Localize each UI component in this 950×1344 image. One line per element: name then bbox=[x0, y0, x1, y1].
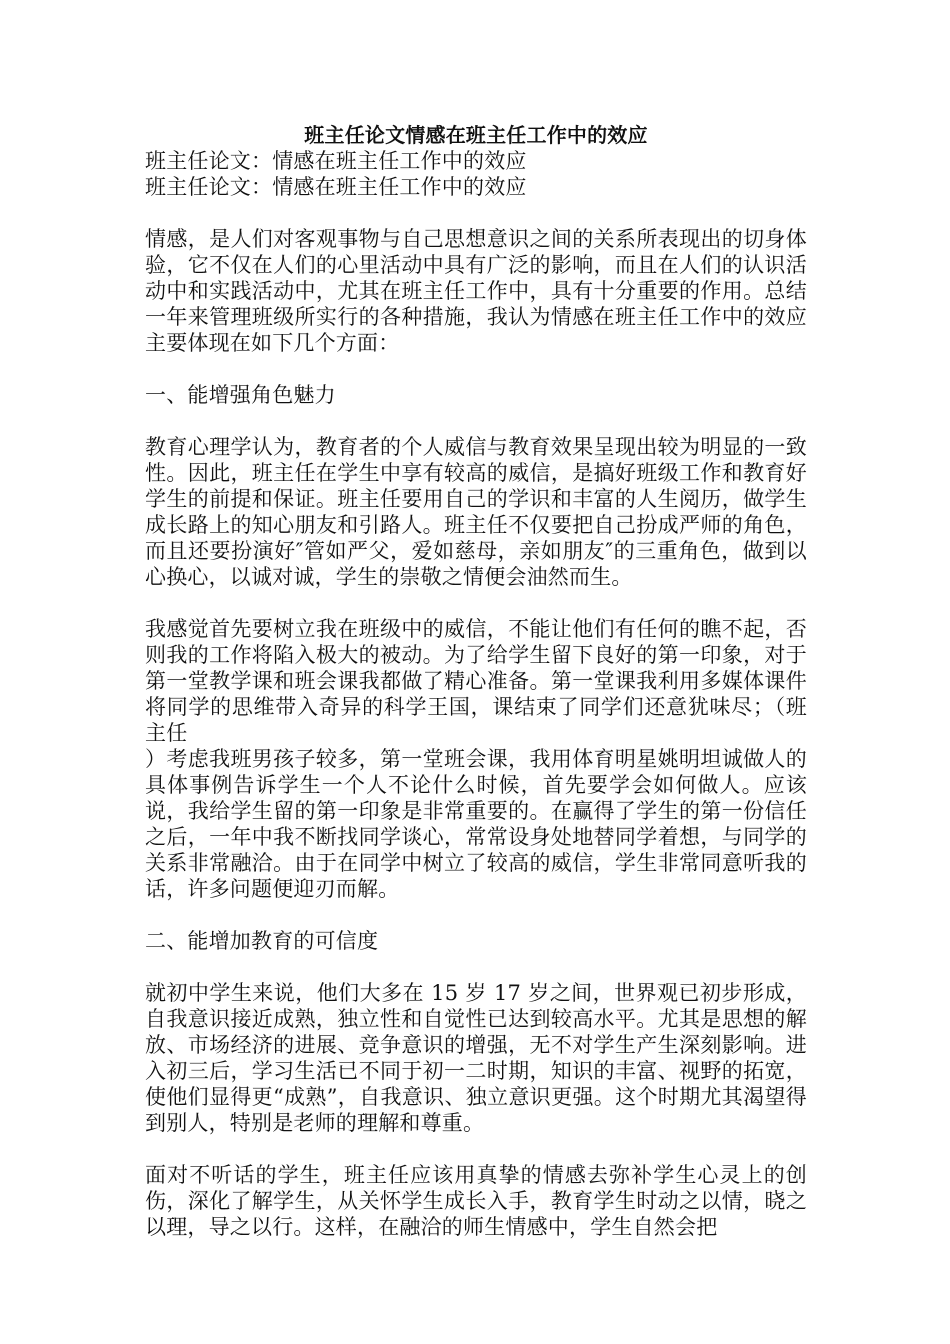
section2-paragraph-1: 就初中学生来说，他们大多在 15 岁 17 岁之间，世界观已初步形成，自我意识接近成熟，独立性和自觉性已达到较高水平。尤其是思想的解放、市场经济的进展、竞争意识的增强，无不对学生产生深刻影响。进入初三后，学习生活已不同于初一二时期，知识的丰富、视野的拓宽，使他们显得更“成熟”，自我意识、独立意识更强。这个时期尤其渴望得到别人，特别是老师的理解和尊重。 bbox=[145, 981, 807, 1135]
spacer bbox=[145, 408, 807, 434]
spacer bbox=[145, 356, 807, 382]
spacer bbox=[145, 902, 807, 928]
spacer bbox=[145, 1136, 807, 1162]
spacer bbox=[145, 200, 807, 226]
document-subtitle-1: 班主任论文：情感在班主任工作中的效应 bbox=[145, 149, 527, 173]
document-body bbox=[145, 122, 807, 1240]
section1-paragraph-1: 教育心理学认为，教育者的个人威信与教育效果呈现出较为明显的一致性。因此，班主任在学生中享有较高的威信，是搞好班级工作和教育好学生的前提和保证。班主任要用自己的学识和丰富的人生阅历，做学生成长路上的知心朋友和引路人。班主任不仅要把自己扮成严师的角色，而且还要扮演好″管如严父，爱如慈母，亲如朋友″的三重角色，做到以心换心，以诚对诚，学生的崇敬之情便会油然而生。 bbox=[145, 435, 807, 589]
section1-paragraph-2a: 我感觉首先要树立我在班级中的威信，不能让他们有任何的瞧不起，否则我的工作将陷入极大的被动。为了给学生留下良好的第一印象，对于第一堂教学课和班会课我都做了精心准备。第一堂课我利用多媒体课件将同学的思维带入奇异的科学王国，课结束了同学们还意犹味尽；（班主任 bbox=[145, 617, 807, 745]
spacer bbox=[145, 954, 807, 980]
document-title: 班主任论文情感在班主任工作中的效应 bbox=[304, 123, 648, 147]
section2-paragraph-2: 面对不听话的学生，班主任应该用真挚的情感去弥补学生心灵上的创伤，深化了解学生，从关怀学生成长入手，教育学生时动之以情，晓之以理，导之以行。这样，在融洽的师生情感中，学生自然会把 bbox=[145, 1163, 807, 1239]
section1-paragraph-2b: ）考虑我班男孩子较多，第一堂班会课，我用体育明星姚明坦诚做人的具体事例告诉学生一个人不论什么时候，首先要学会如何做人。应该说，我给学生留的第一印象是非常重要的。在赢得了学生的第一份信任之后，一年中我不断找同学谈心，常常设身处地替同学着想，与同学的关系非常融洽。由于在同学中树立了较高的威信，学生非常同意听我的话，许多问题便迎刃而解。 bbox=[145, 747, 807, 901]
document-subtitle-2: 班主任论文：情感在班主任工作中的效应 bbox=[145, 175, 527, 199]
section-heading-1: 一、能增强角色魅力 bbox=[145, 383, 336, 407]
section-heading-2: 二、能增加教育的可信度 bbox=[145, 929, 379, 953]
intro-paragraph: 情感，是人们对客观事物与自己思想意识之间的关系所表现出的切身体验，它不仅在人们的心里活动中具有广泛的影响，而且在人们的认识活动中和实践活动中，尤其在班主任工作中，具有十分重要的作用。总结一年来管理班级所实行的各种措施，我认为情感在班主任工作中的效应主要体现在如下几个方面： bbox=[145, 227, 807, 355]
spacer bbox=[145, 590, 807, 616]
